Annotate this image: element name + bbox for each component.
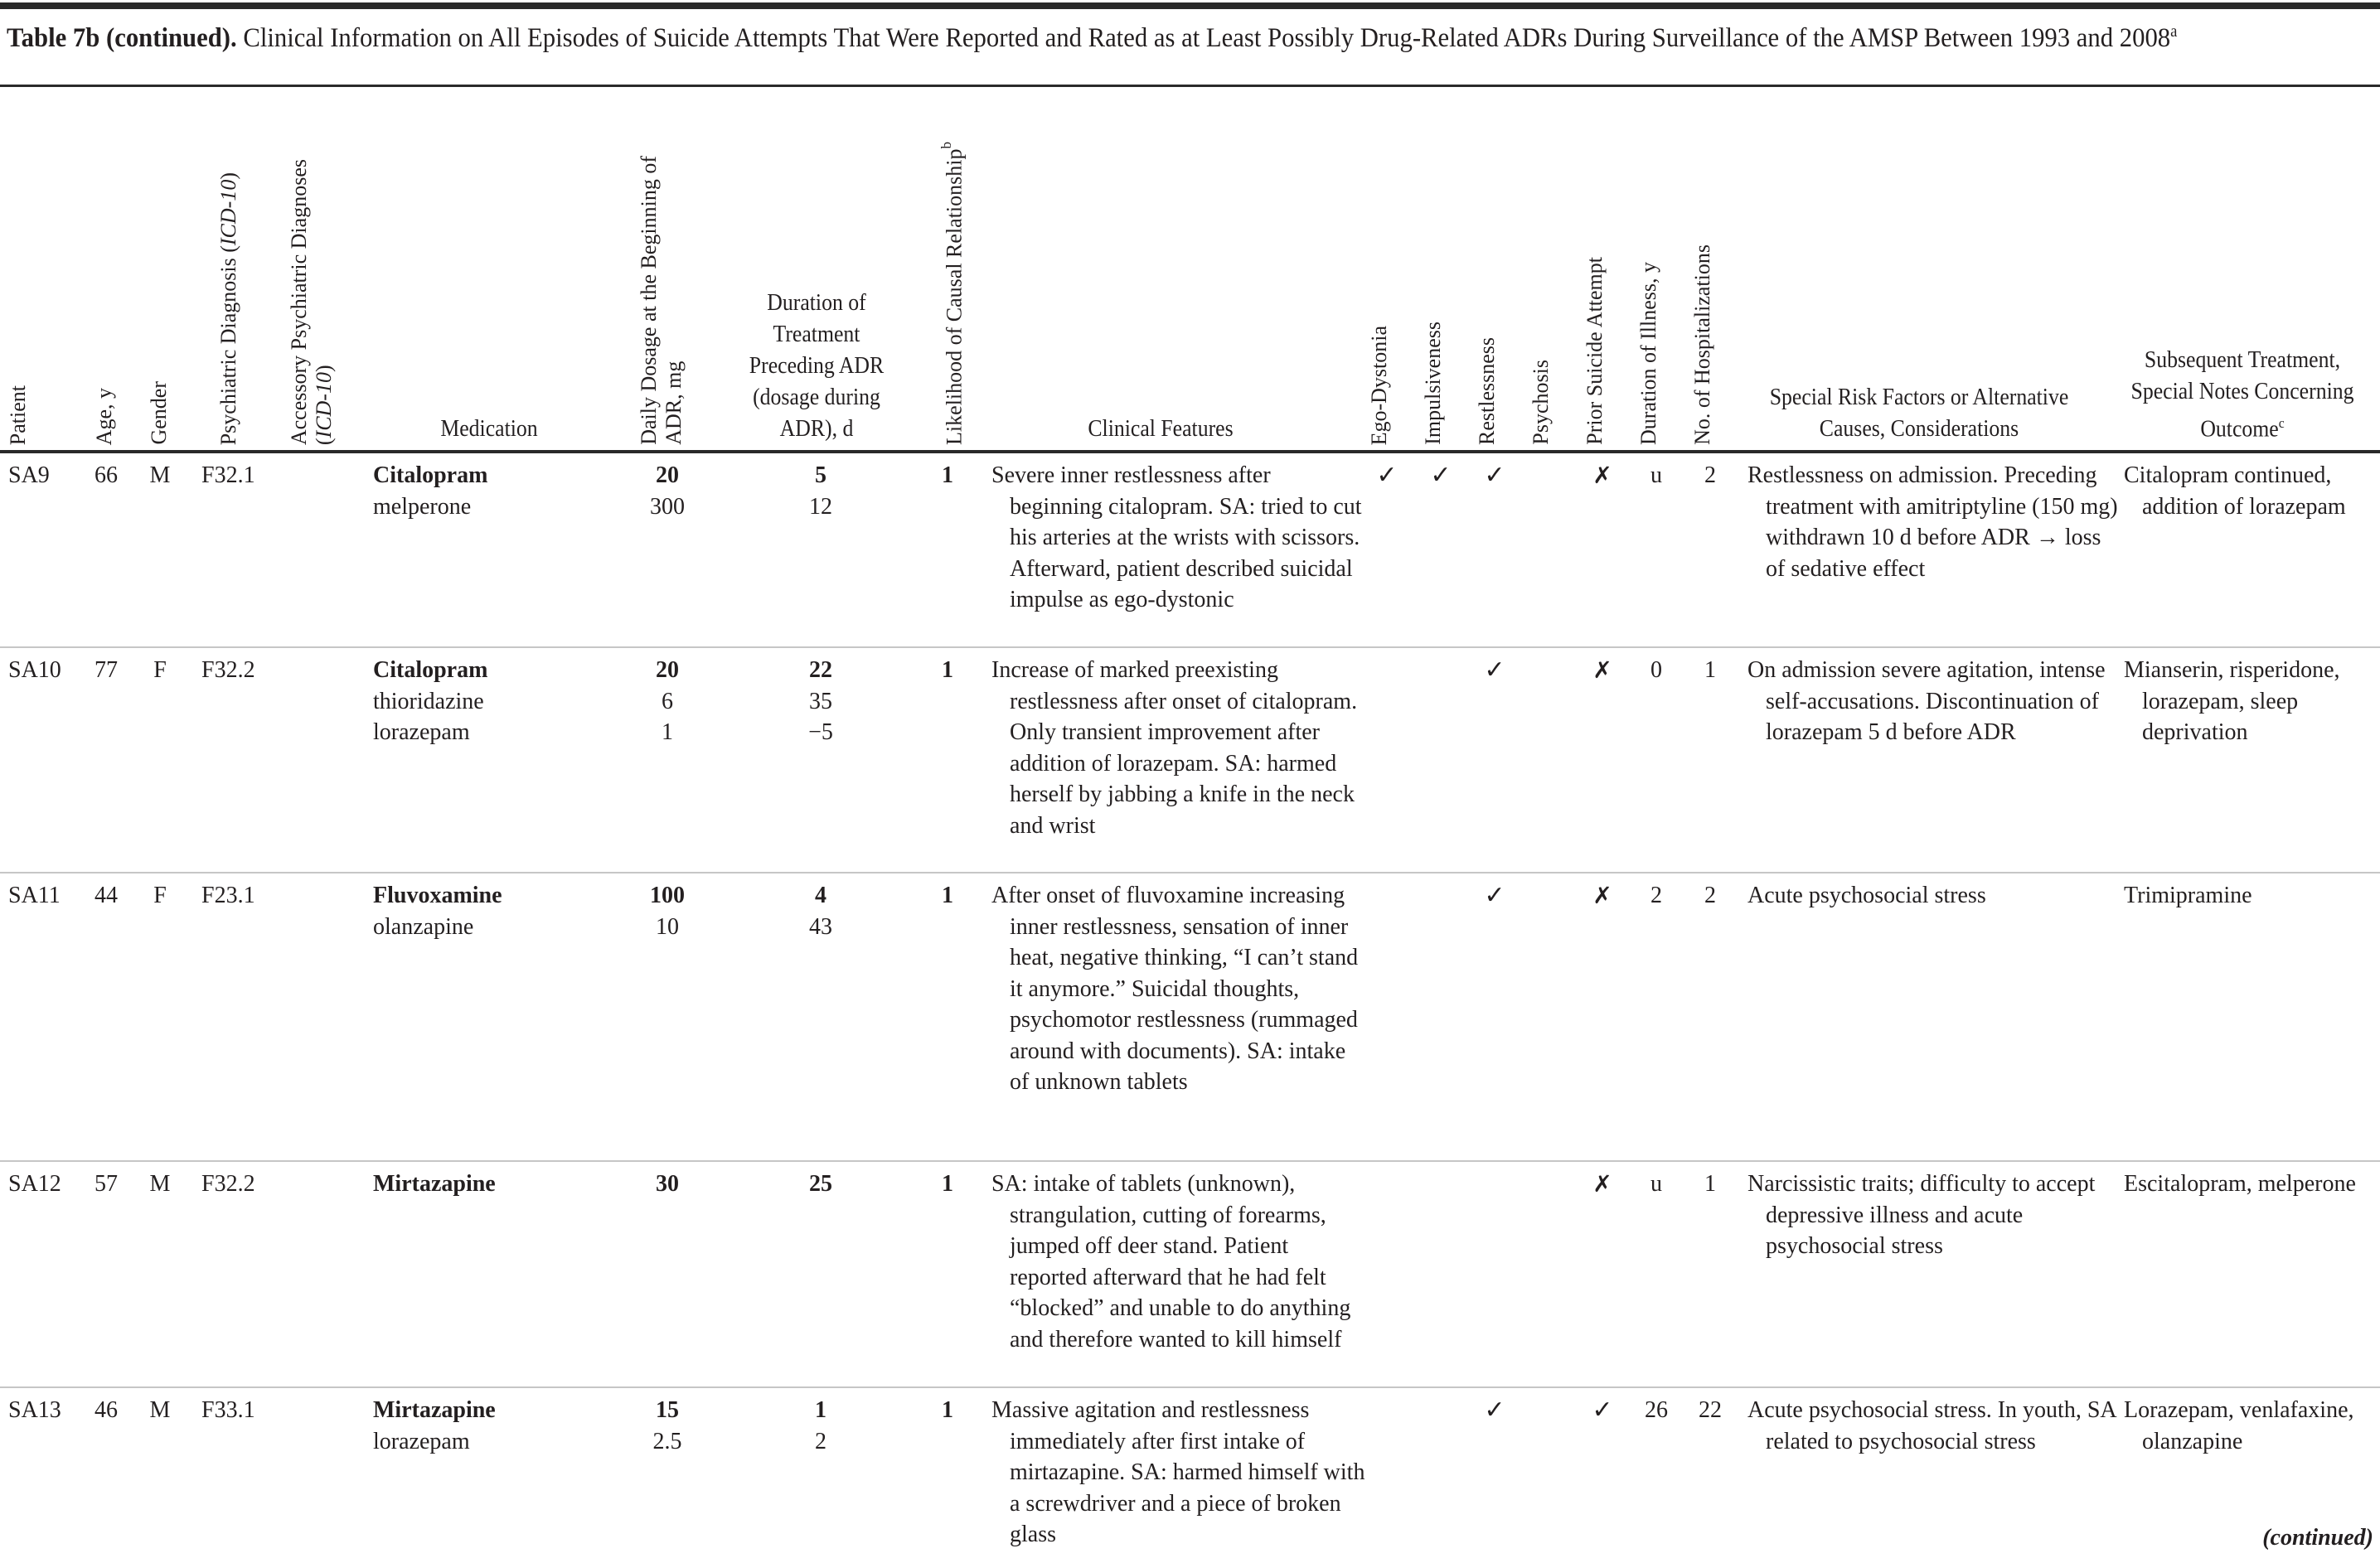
cell-likelihood: 1 xyxy=(942,1397,953,1423)
medication-duration: 2 xyxy=(815,1428,826,1454)
header-daily-dosage-line1: Daily Dosage at the Beginning of xyxy=(637,156,661,445)
header-subsequent-line xyxy=(2116,408,2368,445)
cell-clinical-features: SA: intake of tablets (unknown), strangulation, cutting of forearms, jumped off deer stand. Patient reported afterward that he had felt “blocked” and unable to do anything and therefore wanted to kill himself xyxy=(991,1171,1351,1353)
header-hospitalizations: No. of Hospitalizations xyxy=(1690,244,1714,445)
cross-icon-prior-attempt: ✗ xyxy=(1592,1170,1612,1198)
medication-duration: 22 xyxy=(809,657,832,683)
check-icon-restlessness: ✓ xyxy=(1484,461,1505,490)
cell-medication xyxy=(373,1395,580,1457)
cell-hospitalizations: 2 xyxy=(1704,462,1716,488)
cell-likelihood: 1 xyxy=(942,462,953,488)
header-patient: Patient xyxy=(6,385,30,445)
cell-patient: SA10 xyxy=(8,657,61,683)
cell-likelihood: 1 xyxy=(942,657,953,683)
cell-hospitalizations: 1 xyxy=(1704,1171,1716,1197)
medication-duration: 43 xyxy=(809,913,832,940)
header-likelihood-text: Likelihood of Causal Relationship xyxy=(942,148,967,445)
medication-name: olanzapine xyxy=(373,913,474,940)
cell-medication xyxy=(373,1169,580,1200)
cell-hospitalizations: 2 xyxy=(1704,883,1716,908)
header-age: Age, y xyxy=(92,387,116,445)
cell-age: 66 xyxy=(95,462,118,488)
medication-duration: 5 xyxy=(815,462,826,488)
cell-treatment-duration xyxy=(767,460,875,522)
cell-psychiatric-diagnosis: F32.2 xyxy=(201,657,255,683)
header-subsequent-treatment xyxy=(2116,345,2368,445)
cell-clinical-features: Increase of marked preexisting restlessness after onset of citalopram. Only transient improvement after addition of lorazepam. SA: harmed herself by jabbing a knife in the neck and wrist xyxy=(991,657,1358,839)
header-subsequent-line: Subsequent Treatment, xyxy=(2144,346,2341,373)
cell-gender: F xyxy=(153,883,167,908)
medication-dose: 6 xyxy=(662,688,673,714)
continued-note: (continued) xyxy=(2262,1525,2373,1551)
medication-dose: 30 xyxy=(656,1171,679,1197)
medication-dose: 20 xyxy=(656,657,679,683)
header-psychosis: Psychosis xyxy=(1529,360,1553,445)
cell-psychiatric-diagnosis: F32.1 xyxy=(201,462,255,488)
cell-patient: SA12 xyxy=(8,1171,61,1197)
medication-duration: 25 xyxy=(809,1171,832,1197)
header-subsequent-outcome: Outcome xyxy=(2200,416,2279,442)
medication-duration: 35 xyxy=(809,688,832,714)
header-medication: Medication xyxy=(440,416,538,442)
cell-duration-illness: 26 xyxy=(1645,1397,1668,1423)
header-ego-dystonia: Ego-Dystonia xyxy=(1367,325,1391,445)
header-acc-dx-prefix: ( xyxy=(312,438,336,445)
header-risk-line: Causes, Considerations xyxy=(1819,416,2019,442)
check-icon-restlessness: ✓ xyxy=(1484,1396,1505,1425)
cell-duration-illness: u xyxy=(1650,462,1662,488)
cell-medication xyxy=(373,460,580,522)
cell-subsequent-treatment: Citalopram continued, addition of lorazepam xyxy=(2124,462,2346,520)
header-duration-illness: Duration of Illness, y xyxy=(1636,262,1660,445)
cell-daily-dosage xyxy=(613,655,721,748)
cell-age: 44 xyxy=(95,883,118,908)
header-subsequent-mark: c xyxy=(2278,414,2285,431)
cell-treatment-duration xyxy=(767,1169,875,1200)
header-rule xyxy=(0,450,2380,453)
cross-icon-prior-attempt: ✗ xyxy=(1592,462,1612,489)
header-gender: Gender xyxy=(147,381,171,445)
cell-subsequent-treatment: Escitalopram, melperone xyxy=(2124,1171,2356,1197)
medication-name: Mirtazapine xyxy=(373,1171,496,1197)
medication-dose: 300 xyxy=(650,493,685,520)
table-header xyxy=(0,87,2380,452)
header-psychiatric-diagnosis xyxy=(217,172,240,445)
header-acc-dx-suffix: ) xyxy=(312,365,336,372)
cell-subsequent-treatment: Mianserin, risperidone, lorazepam, sleep deprivation xyxy=(2124,657,2340,745)
header-likelihood xyxy=(935,142,967,445)
cell-age: 46 xyxy=(95,1397,118,1423)
cell-patient: SA13 xyxy=(8,1397,61,1423)
cell-hospitalizations: 1 xyxy=(1704,657,1716,683)
cell-patient: SA11 xyxy=(8,883,61,908)
cell-treatment-duration xyxy=(767,1395,875,1457)
row-divider xyxy=(0,872,2380,873)
cell-psychiatric-diagnosis: F33.1 xyxy=(201,1397,255,1423)
medication-name: melperone xyxy=(373,493,472,520)
header-duration-line: Treatment xyxy=(773,322,860,347)
caption-text: Clinical Information on All Episodes of Suicide Attempts That Were Reported and Rated as at Least Possibly Drug-Related ADRs During Surveillance of the AMSP Between 1993 and 2008 xyxy=(236,23,2171,53)
table-caption xyxy=(7,17,2212,54)
header-risk-factors xyxy=(1752,382,2087,445)
medication-name: thioridazine xyxy=(373,688,484,714)
header-duration-line: ADR), d xyxy=(779,416,854,442)
header-subsequent-line: Special Notes Concerning xyxy=(2130,378,2354,404)
medication-dose: 20 xyxy=(656,462,679,488)
cell-daily-dosage xyxy=(613,460,721,522)
cell-gender: M xyxy=(149,1171,171,1197)
medication-dose: 1 xyxy=(662,719,673,745)
check-icon-restlessness: ✓ xyxy=(1484,656,1505,685)
header-psych-dx-icd: ICD-10 xyxy=(216,179,240,245)
cell-patient: SA9 xyxy=(8,462,50,488)
cell-age: 77 xyxy=(95,657,118,683)
header-daily-dosage xyxy=(637,156,686,445)
medication-duration: 4 xyxy=(815,883,826,908)
caption-lead: Table 7b (continued). xyxy=(7,23,237,53)
cell-duration-illness: u xyxy=(1650,1171,1662,1197)
check-icon-ego-dystonia: ✓ xyxy=(1376,461,1398,490)
cell-risk-factors: On admission severe agitation, intense self-accusations. Discontinuation of lorazepam 5 d before ADR xyxy=(1747,657,2106,745)
cell-daily-dosage xyxy=(613,1169,721,1200)
header-accessory-diagnoses xyxy=(287,159,337,445)
row-divider xyxy=(0,646,2380,648)
header-psych-dx-suffix: ) xyxy=(216,172,240,180)
medication-dose: 15 xyxy=(656,1397,679,1423)
cell-age: 57 xyxy=(95,1171,118,1197)
top-rule xyxy=(0,2,2380,9)
medication-dose: 2.5 xyxy=(652,1428,682,1454)
medication-name: Citalopram xyxy=(373,657,488,683)
cross-icon-prior-attempt: ✗ xyxy=(1592,882,1612,909)
cell-psychiatric-diagnosis: F23.1 xyxy=(201,883,255,908)
check-icon-prior-attempt: ✓ xyxy=(1592,1396,1613,1425)
row-divider xyxy=(0,1160,2380,1162)
header-duration-line: Preceding ADR xyxy=(749,353,885,379)
cell-subsequent-treatment: Trimipramine xyxy=(2124,883,2252,908)
cell-risk-factors: Acute psychosocial stress xyxy=(1747,883,1986,908)
row-divider xyxy=(0,1386,2380,1388)
cross-icon-prior-attempt: ✗ xyxy=(1592,656,1612,684)
medication-dose: 100 xyxy=(650,883,685,908)
medication-name: lorazepam xyxy=(373,719,470,745)
header-duration-treatment xyxy=(736,288,896,445)
cell-medication xyxy=(373,655,580,748)
cell-psychiatric-diagnosis: F32.2 xyxy=(201,1171,255,1197)
header-acc-dx-line1: Accessory Psychiatric Diagnoses xyxy=(287,158,311,445)
cell-medication xyxy=(373,880,580,942)
caption-footnote-mark: a xyxy=(2170,22,2178,41)
cell-daily-dosage xyxy=(613,880,721,942)
medication-name: Citalopram xyxy=(373,462,488,488)
header-clinical-features: Clinical Features xyxy=(1088,416,1234,442)
header-likelihood-mark: b xyxy=(938,142,954,149)
cell-risk-factors: Restlessness on admission. Preceding treatment with amitriptyline (150 mg) withdrawn 10 d before ADR → loss of sedative effect xyxy=(1747,462,2118,582)
cell-likelihood: 1 xyxy=(942,1171,953,1197)
header-daily-dosage-line2: ADR, mg xyxy=(662,361,686,445)
cell-gender: M xyxy=(149,462,171,488)
header-duration-line: (dosage during xyxy=(753,385,880,410)
cell-treatment-duration xyxy=(767,655,875,748)
cell-duration-illness: 0 xyxy=(1650,657,1662,683)
cell-risk-factors: Acute psychosocial stress. In youth, SA related to psychosocial stress xyxy=(1747,1397,2116,1454)
header-restlessness: Restlessness xyxy=(1475,337,1499,445)
medication-duration: 1 xyxy=(815,1397,826,1423)
cell-clinical-features: Massive agitation and restlessness immediately after first intake of mirtazapine. SA: harmed himself with a screwdriver and a piece of broken glass xyxy=(991,1397,1365,1547)
check-icon-restlessness: ✓ xyxy=(1484,881,1505,910)
medication-name: Mirtazapine xyxy=(373,1397,496,1423)
cell-subsequent-treatment: Lorazepam, venlafaxine, olanzapine xyxy=(2124,1397,2354,1454)
header-psych-dx-prefix: Psychiatric Diagnosis ( xyxy=(216,244,240,445)
header-impulsiveness: Impulsiveness xyxy=(1421,322,1445,445)
header-prior-suicide-attempt: Prior Suicide Attempt xyxy=(1583,257,1607,445)
check-icon-impulsiveness: ✓ xyxy=(1430,461,1452,490)
cell-daily-dosage xyxy=(613,1395,721,1457)
cell-risk-factors: Narcissistic traits; difficulty to accept depressive illness and acute psychosocial stress xyxy=(1747,1171,2096,1259)
medication-name: lorazepam xyxy=(373,1428,470,1454)
cell-clinical-features: After onset of fluvoxamine increasing inner restlessness, sensation of inner heat, negative thinking, “I can’t stand it anymore.” Suicidal thoughts, psychomotor restlessness (rummaged around with documents). SA: intake of unknown tablets xyxy=(991,883,1359,1095)
medication-duration: −5 xyxy=(808,719,833,745)
cell-hospitalizations: 22 xyxy=(1699,1397,1722,1423)
header-acc-dx-icd: ICD-10 xyxy=(312,371,336,438)
cell-clinical-features: Severe inner restlessness after beginning citalopram. SA: tried to cut his arteries at the wrists with scissors. Afterward, patient described suicidal impulse as ego-dystonic xyxy=(991,462,1362,612)
cell-likelihood: 1 xyxy=(942,883,953,908)
cell-treatment-duration xyxy=(767,880,875,942)
cell-duration-illness: 2 xyxy=(1650,883,1662,908)
medication-duration: 12 xyxy=(809,493,832,520)
cell-gender: M xyxy=(149,1397,171,1423)
header-duration-line: Duration of xyxy=(767,290,866,316)
medication-dose: 10 xyxy=(656,913,679,940)
cell-gender: F xyxy=(153,657,167,683)
medication-name: Fluvoxamine xyxy=(373,883,502,908)
header-risk-line: Special Risk Factors or Alternative xyxy=(1769,385,2069,410)
